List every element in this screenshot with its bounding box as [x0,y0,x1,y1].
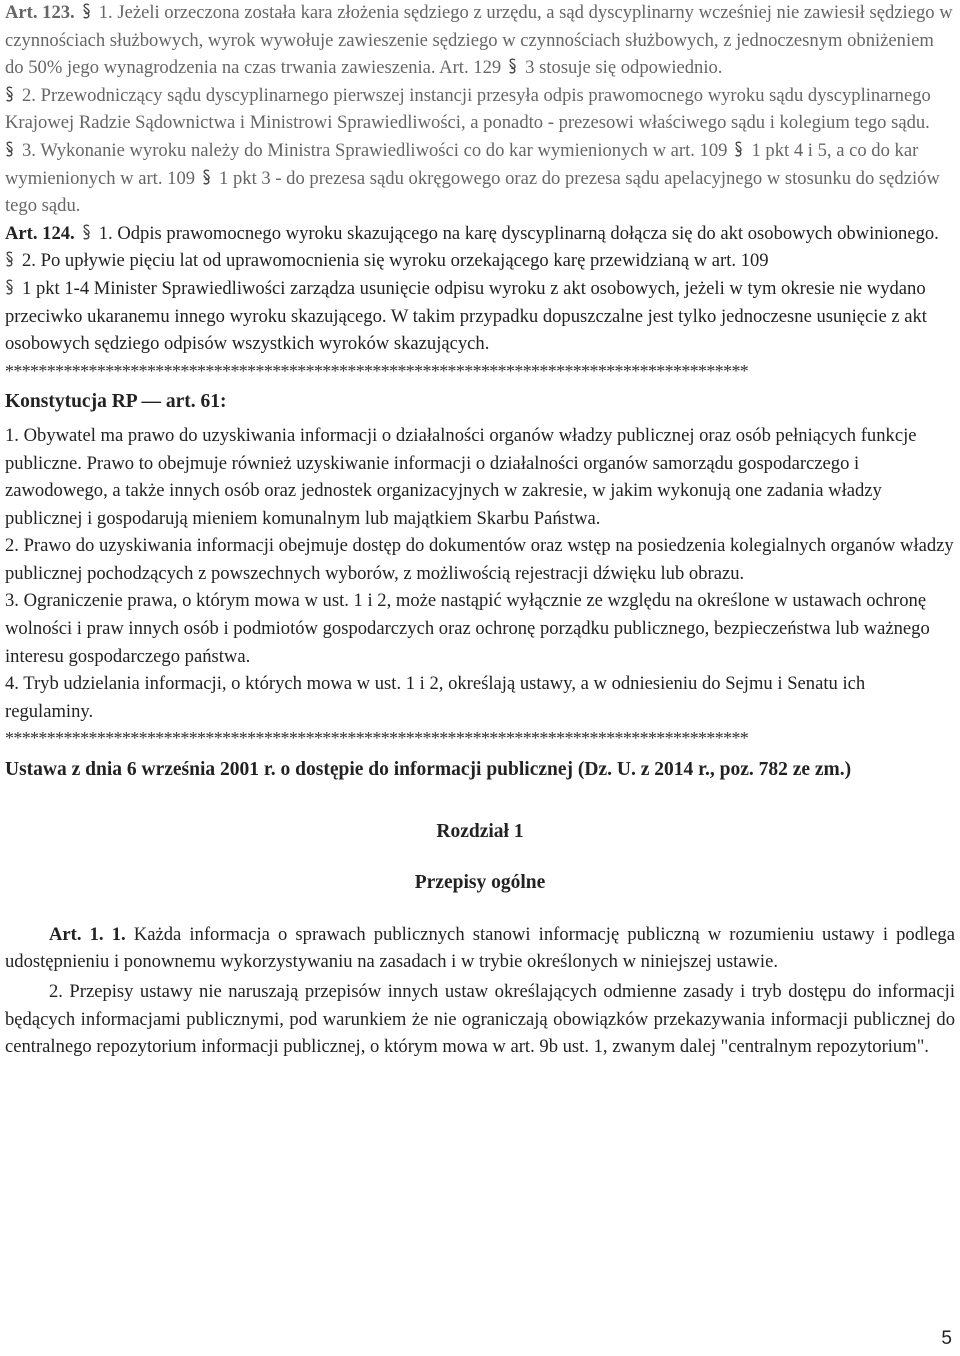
section-mark-icon [5,251,14,268]
konstytucja-ust-2: 2. Prawo do uzyskiwania informacji obejmuje dostęp do dokumentów oraz wstęp na posiedzenia kolegialnych organów władzy publicznej pochodzących z powszechnych wyborów, z możliwością rejestracji dźwięku lub obrazu. [5,535,954,584]
art-123-par-1-text: Jeżeli orzeczona została kara złożenia sędziego z urzędu, a sąd dyscyplinarny wcześniej nie zawiesił sędziego w czynnościach służbowych, wyrok wywołuje zawieszenie sędziego w czynnościach służbowych, z jednoczesnym obniżeniem do 50% jego wynagrodzenia na czas trwania zawieszenia. Art. 129 [5,2,953,79]
art-123-par-3-num: 3. [22,139,36,161]
art-123-par-2 [5,82,955,137]
konstytucja-title: Konstytucja RP — art. 61: [5,391,227,413]
art-123-par-1-tail: 3 stosuje się odpowiednio. [525,57,723,79]
art-123-par-2-num: 2. [22,84,36,106]
chapter-title: Przepisy ogólne [414,872,546,894]
ustawa-art-1-ust-2: 2. Przepisy ustawy nie naruszają przepisów innych ustaw określających odmienne zasady i tryb dostępu do informacji będących informacjami publicznymi, pod warunkiem że nie ograniczają obowiązków przekazywania informacji publicznej do centralnego repozytorium informacji publicznej, o którym mowa w art. 9b ust. 1, zwanym dalej "centralnym repozytorium". [5,981,955,1058]
section-mark-icon [5,86,14,103]
ustawa-art-1-ust-1-text: Każda informacja o sprawach publicznych stanowi informację publiczną w rozumieniu ustawy i podlega udostępnieniu i ponownemu wykorzystywaniu na zasadach i w trybie określonych w niniejszej ustawie. [5,923,955,973]
art-123-par-3-a: Wykonanie wyroku należy do Ministra Sprawiedliwości co do kar wymienionych w art. 109 [40,139,728,161]
section-mark-icon [5,141,14,158]
art-123-par-3-b: 1 pkt 4 i 5, a co do kar wymienionych w art. 109 [5,139,919,189]
ustawa-title: Ustawa z dnia 6 września 2001 r. o dostępie do informacji publicznej (Dz. U. z 2014 r., poz. 782 ze zm.) [5,759,852,781]
art-124-par-1 [5,220,955,248]
separator-line: ***************************************************************************************** [5,728,749,749]
art-123-par-2-text: Przewodniczący sądu dyscyplinarnego pierwszej instancji przesyła odpis prawomocnego wyroku sądu dyscyplinarnego Krajowej Radzie Sądownictwa i Ministrowi Sprawiedliwości, a ponadto - prezesowi właściwego sądu i kolegium tego sądu. [5,84,931,134]
konstytucja-ust-4: 4. Tryb udzielania informacji, o których mowa w ust. 1 i 2, określają ustawy, a w odniesieniu do Sejmu i Senatu ich regulaminy. [5,673,866,722]
art-123-par-3-c: 1 pkt 3 - do prezesa sądu okręgowego oraz do prezesa sądu apelacyjnego w stosunku do sędziów tego sądu. [5,167,940,217]
art-124-par-2 [5,247,955,357]
art-123-par-1-num: 1. [98,2,113,23]
art-123-par-1 [5,0,955,82]
section-mark-icon [82,3,91,20]
art-124-par-2-num: 2. [22,250,36,272]
separator-line: ***************************************************************************************** [5,360,749,381]
art-123-par-3 [5,137,955,220]
konstytucja-ust-3: 3. Ograniczenie prawa, o którym mowa w ust. 1 i 2, może nastąpić wyłącznie ze względu na określone w ustawach ochronę wolności i praw innych osób i podmiotów gospodarczych oraz ochronę porządku publicznego, bezpieczeństwa lub ważnego interesu gospodarczego państwa. [5,590,930,667]
art-124-title: Art. 124. [5,222,75,244]
section-mark-icon [5,279,14,296]
konstytucja-ust-1: 1. Obywatel ma prawo do uzyskiwania informacji o działalności organów władzy publicznej oraz osób pełniących funkcje publiczne. Prawo to obejmuje również uzyskiwanie informacji o działalności organów samorządu gospodarczego i zawodowego, a także innych osób oraz jednostek organizacyjnych w zakresie, w jakim wykonują one zadania władzy publicznej i gospodarują mieniem komunalnym lub majątkiem Skarbu Państwa. [5,424,917,529]
section-mark-icon [734,141,743,158]
art-124-par-2-a: Po upływie pięciu lat od uprawomocnienia się wyroku orzekającego karę przewidzianą w art. 109 [40,250,769,272]
art-124-par-1-num: 1. [98,222,113,244]
page-number: 5 [941,1328,952,1349]
section-mark-icon [82,224,91,241]
ustawa-art-1-ust-1 [5,921,955,976]
chapter-number: Rozdział 1 [436,820,524,842]
section-mark-icon [202,169,211,186]
art-124-par-2-b: 1 pkt 1-4 Minister Sprawiedliwości zarządza usunięcie odpisu wyroku z akt osobowych, jeżeli w tym okresie nie wydano przeciwko ukaranemu innego wyroku skazującego. W takim przypadku dopuszczalne jest tylko jednoczesne usunięcie z akt osobowych sędziego odpisów wszystkich wyroków skazujących. [5,277,927,355]
section-mark-icon [508,58,517,75]
ustawa-art-1-label: Art. 1. 1. [49,923,126,945]
art-123-title: Art. 123. [5,2,75,23]
art-124-par-1-text: Odpis prawomocnego wyroku skazującego na karę dyscyplinarną dołącza się do akt osobowych obwinionego. [117,222,939,244]
document-page [5,0,955,1061]
